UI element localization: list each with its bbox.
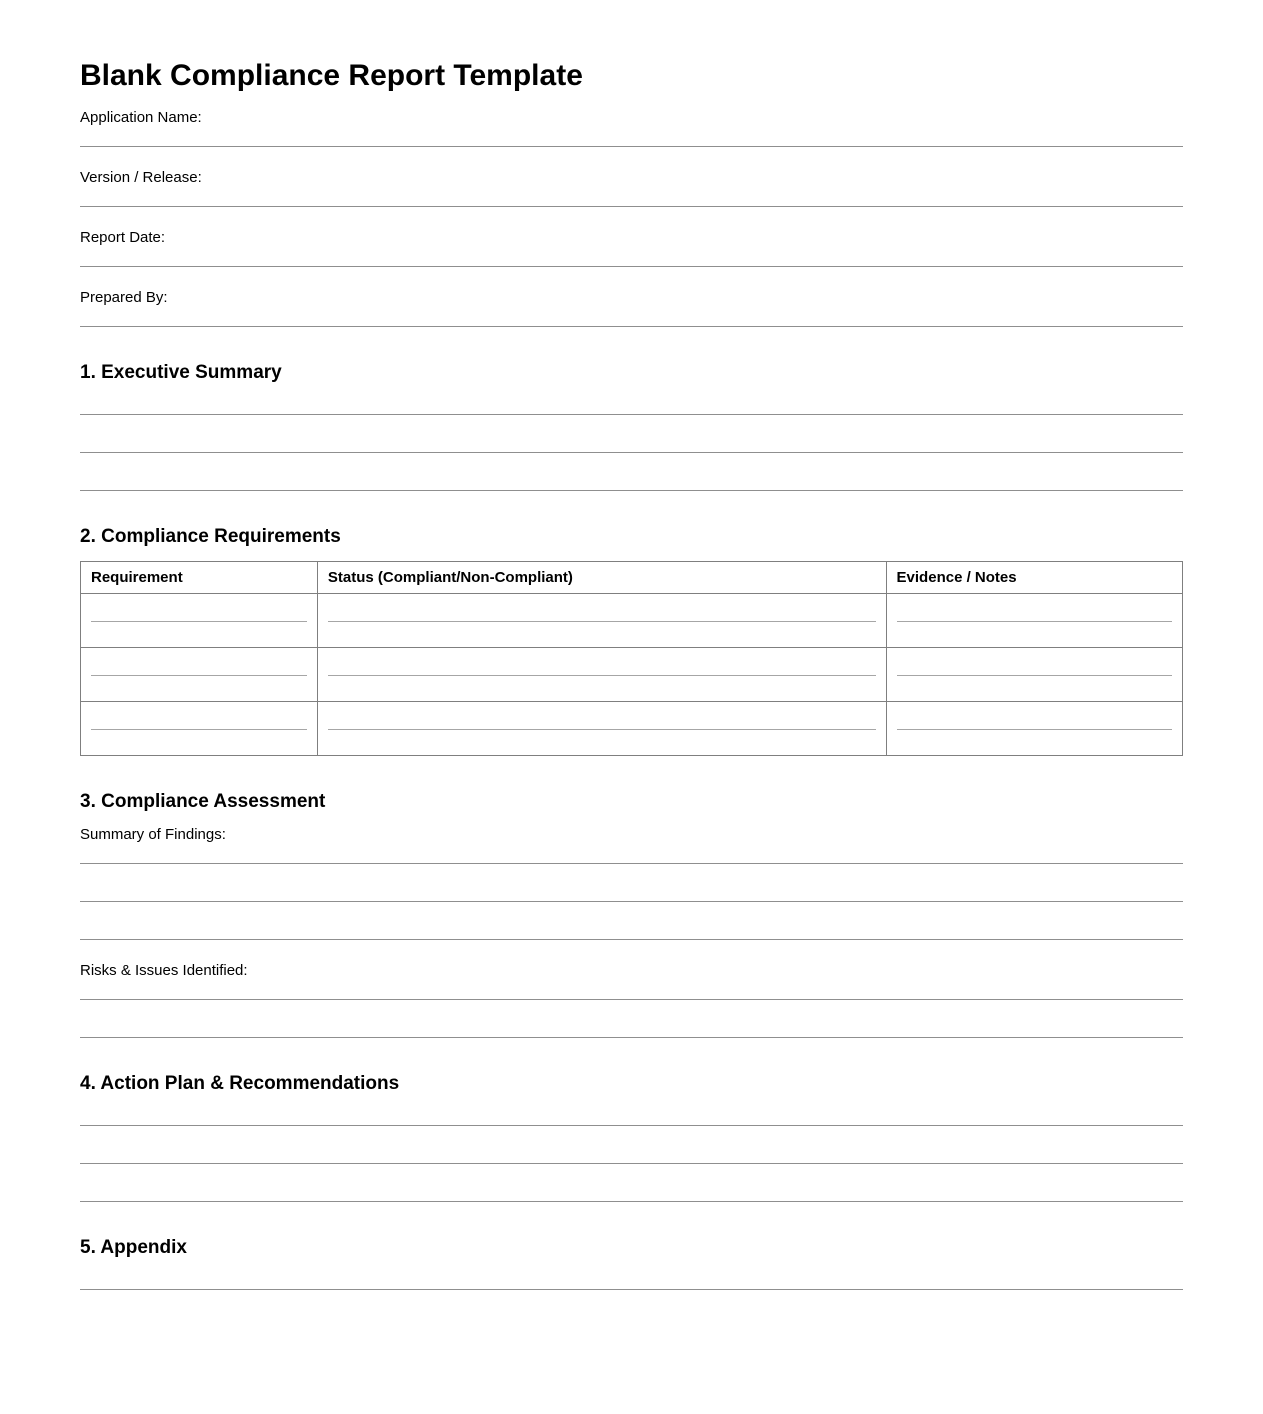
blank-writing-line xyxy=(80,863,1183,864)
document-title: Blank Compliance Report Template xyxy=(80,59,583,92)
cell-blank-line xyxy=(328,702,876,730)
field-blank-line-prepared-by xyxy=(80,326,1183,327)
blank-writing-line xyxy=(80,901,1183,902)
table-header-row xyxy=(81,562,1183,594)
cell-blank-line xyxy=(91,594,307,622)
cell-blank-line xyxy=(897,648,1172,676)
sub-label-summary-of-findings: Summary of Findings: xyxy=(80,826,226,843)
field-label-version-release: Version / Release: xyxy=(80,169,202,186)
blank-writing-line xyxy=(80,490,1183,491)
field-blank-line-report-date xyxy=(80,266,1183,267)
cell-blank-line xyxy=(897,594,1172,622)
table-cell-requirement xyxy=(81,702,318,756)
table-row xyxy=(81,594,1183,648)
compliance-requirements-table xyxy=(80,561,1183,756)
table-cell-evidence xyxy=(886,702,1182,756)
blank-writing-line xyxy=(80,1201,1183,1202)
blank-writing-line xyxy=(80,1289,1183,1290)
cell-blank-line xyxy=(91,702,307,730)
field-label-report-date: Report Date: xyxy=(80,229,166,246)
blank-writing-line xyxy=(80,999,1183,1000)
table-cell-status xyxy=(317,594,886,648)
blank-writing-line xyxy=(80,414,1183,415)
table-cell-evidence xyxy=(886,648,1182,702)
field-label-prepared-by: Prepared By: xyxy=(80,289,168,306)
section-heading-compliance-requirements: 2. Compliance Requirements xyxy=(80,526,341,547)
blank-writing-line xyxy=(80,939,1183,940)
cell-blank-line xyxy=(328,648,876,676)
table-cell-status xyxy=(317,648,886,702)
cell-blank-line xyxy=(328,594,876,622)
sub-label-risks-issues-identified: Risks & Issues Identified: xyxy=(80,962,248,979)
table-row xyxy=(81,648,1183,702)
table-cell-requirement xyxy=(81,648,318,702)
table-cell-status xyxy=(317,702,886,756)
field-label-application-name: Application Name: xyxy=(80,109,202,126)
table-cell-evidence xyxy=(886,594,1182,648)
section-heading-compliance-assessment: 3. Compliance Assessment xyxy=(80,791,326,812)
blank-writing-line xyxy=(80,452,1183,453)
table-header-status: Status (Compliant/Non-Compliant) xyxy=(317,562,886,594)
section-heading-appendix: 5. Appendix xyxy=(80,1237,187,1258)
section-heading-action-plan-recommendations: 4. Action Plan & Recommendations xyxy=(80,1073,400,1094)
table-cell-requirement xyxy=(81,594,318,648)
section-heading-executive-summary: 1. Executive Summary xyxy=(80,362,282,383)
blank-writing-line xyxy=(80,1037,1183,1038)
field-blank-line-version-release xyxy=(80,206,1183,207)
cell-blank-line xyxy=(897,702,1172,730)
blank-writing-line xyxy=(80,1163,1183,1164)
table-row xyxy=(81,702,1183,756)
blank-writing-line xyxy=(80,1125,1183,1126)
table-header-evidence-notes: Evidence / Notes xyxy=(886,562,1182,594)
table-header-requirement: Requirement xyxy=(81,562,318,594)
cell-blank-line xyxy=(91,648,307,676)
field-blank-line-application-name xyxy=(80,146,1183,147)
